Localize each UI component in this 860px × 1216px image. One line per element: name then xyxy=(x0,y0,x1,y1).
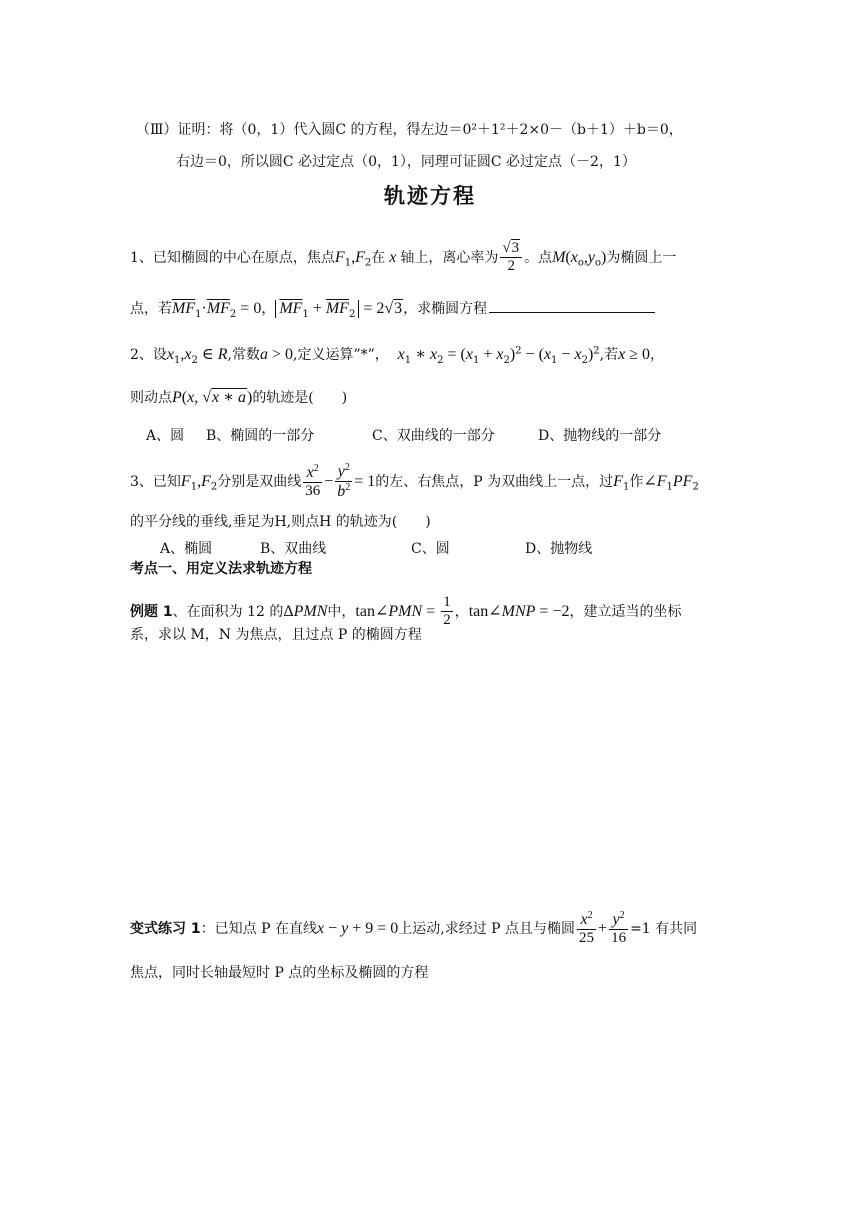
q3-option-d[interactable]: D、抛物线 xyxy=(525,541,593,557)
q2-line-1: 2、设$x_1,x_2$ ∈ R,常数a > 0,定义运算”*”， $x_1$ ∗ $x_2 = (x_1 + x_2)^2 - (x_1 - x_2)^2$,若x ≥ 0， xyxy=(130,345,664,366)
section-heading: 考点一、用定义法求轨迹方程 xyxy=(130,561,312,577)
page-title: 轨迹方程 xyxy=(384,184,476,208)
q3-option-c[interactable]: C、圆 xyxy=(411,541,450,557)
q2-option-a[interactable]: A、圆 xyxy=(146,428,185,444)
ellipse-x-term: $\frac{x^2}{25}$ xyxy=(579,910,595,947)
q3-line-2: 的平分线的垂线,垂足为H,则点H 的轨迹为( ) xyxy=(130,514,431,530)
variant-1-line-1: 变式练习 1：已知点 P 在直线x − y + 9 = 0上运动,求经过 P 点且与椭圆 $\frac{x^2}{25}$ + $\frac{y^2}{16}$ =1 有共同 xyxy=(130,910,698,947)
hyperbola-x-term: $\frac{x^2}{36}$ xyxy=(305,463,321,500)
ellipse-y-term: $\frac{y^2}{16}$ xyxy=(611,910,627,947)
q1-line-2: 点，若$\overline{MF}_1\cdot\overline{MF}_2 = 0$， $\overline{MF}_1 + \overline{MF}_2 = 2√3$，求椭圆方程 xyxy=(130,298,655,321)
q3-line-1: 3、已知$F_1,F_2$分别是双曲线 $\frac{x^2}{36}$ − $\frac{y^2}{b^2}$ = 1的左、右焦点，P 为双曲线上一点，过$F_1$作$\angle F_1PF_2$ xyxy=(130,462,699,501)
example-1-line-2: 系，求以 M，N 为焦点，且过点 P 的椭圆方程 xyxy=(130,627,422,643)
variant-1-line-2: 焦点，同时长轴最短时 P 点的坐标及椭圆的方程 xyxy=(130,965,429,981)
q2-line-2: 则动点P(x, √x ∗ a)的轨迹是( ) xyxy=(130,389,348,406)
proof-line-2: 右边＝0，所以圆C 必过定点（0，1），同理可证圆C 必过定点（－2，1） xyxy=(176,154,636,170)
q3-option-a[interactable]: A、椭圆 xyxy=(160,541,213,557)
answer-blank[interactable] xyxy=(489,298,655,313)
q2-option-d[interactable]: D、抛物线的一部分 xyxy=(538,428,662,444)
eccentricity-fraction: $\frac{√3}{2}$ xyxy=(500,240,522,276)
q2-option-b[interactable]: B、椭圆的一部分 xyxy=(206,428,315,444)
q2-option-c[interactable]: C、双曲线的一部分 xyxy=(372,428,495,444)
proof-line-1: （Ⅲ）证明：将（0，1）代入圆C 的方程，得左边＝0²＋1²＋2×0－（b＋1）＋b＝0， xyxy=(136,122,683,138)
q1-line-1: 1、已知椭圆的中心在原点，焦点$F_1,F_2$在 x 轴上，离心率为 $\frac{√3}{2}$ 。点$M(x_o,y_o)$为椭圆上一 xyxy=(130,240,677,275)
example-1-line-1: 例题 1、在面积为 12 的ΔPMN中，tan∠PMN = $\frac{1}{2}$ ，tan∠MNP = −2，建立适当的坐标 xyxy=(130,594,682,629)
q3-option-b[interactable]: B、双曲线 xyxy=(260,541,327,557)
hyperbola-y-term: $\frac{y^2}{b^2}$ xyxy=(337,462,351,501)
tan-pmn-fraction: $\frac{1}{2}$ xyxy=(443,594,451,629)
